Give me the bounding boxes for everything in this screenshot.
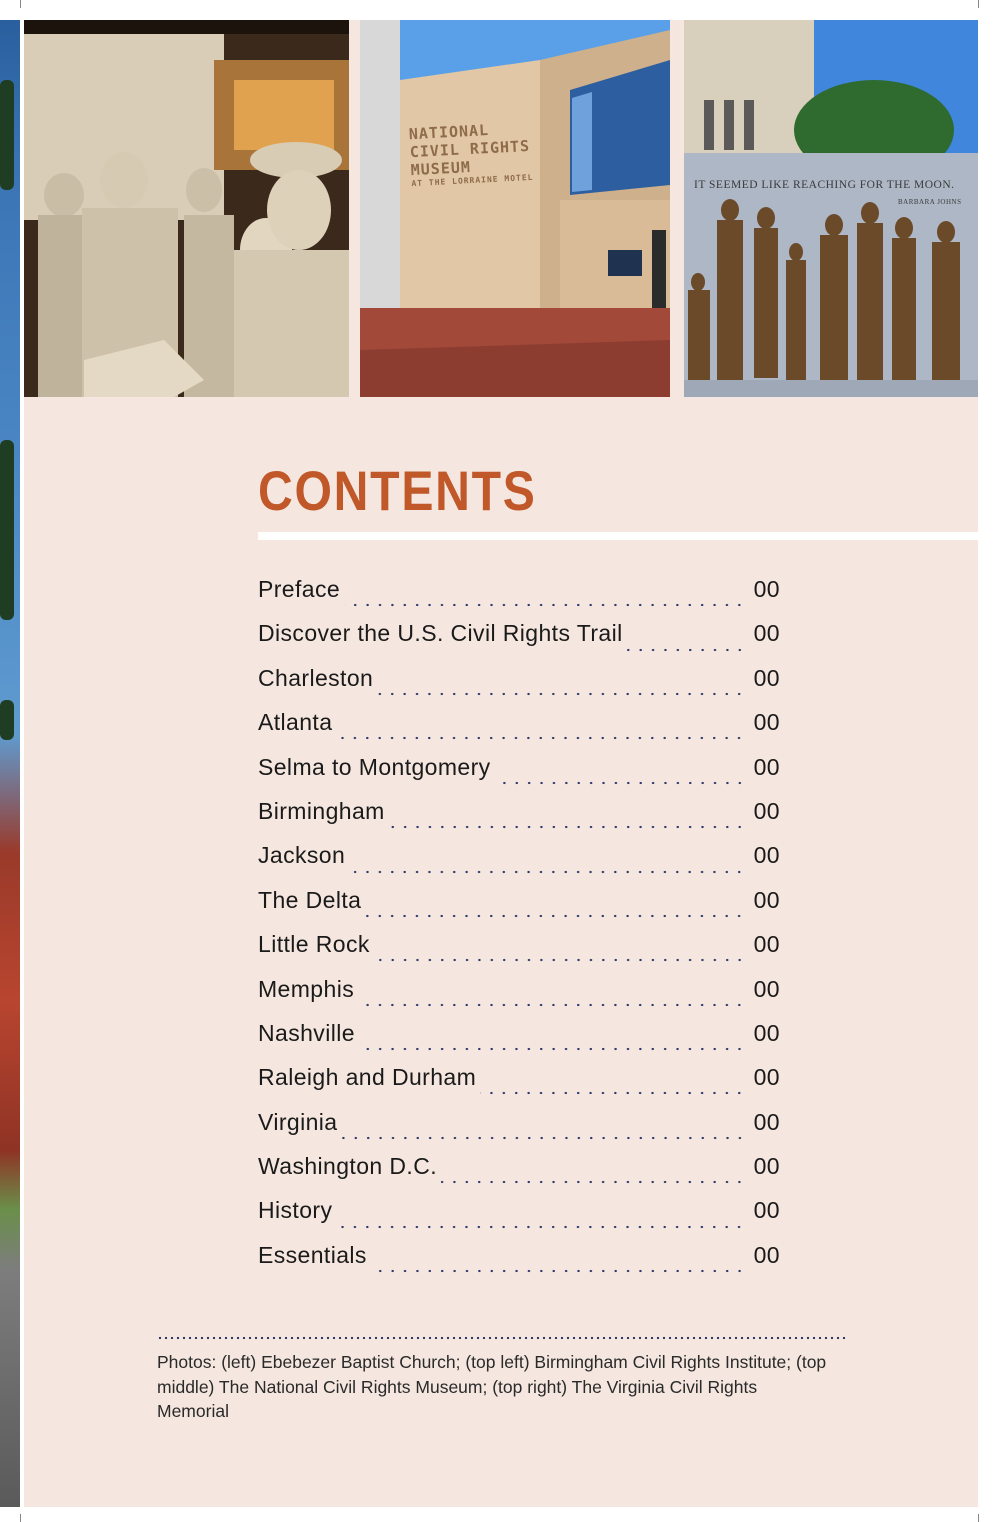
toc-entry-label: Raleigh and Durham (258, 1064, 477, 1091)
toc-entry-label: Discover the U.S. Civil Rights Trail (258, 620, 623, 647)
toc-entry-page-number: 00 (753, 1108, 780, 1135)
table-of-contents (258, 576, 780, 1286)
toc-dot-leader (389, 825, 746, 829)
museum-sign-line-1: NATIONAL (408, 121, 490, 144)
toc-dot-leader (495, 781, 746, 785)
photo-birmingham-institute (24, 20, 349, 397)
toc-entry-label: Atlanta (258, 709, 333, 736)
toc-entry[interactable] (258, 798, 780, 842)
toc-dot-leader (349, 870, 745, 874)
toc-entry-label: Birmingham (258, 797, 385, 824)
crop-mark-top-right (978, 0, 979, 8)
toc-entry-page-number: 00 (753, 664, 780, 691)
museum-sign (408, 119, 533, 189)
toc-dot-leader (627, 648, 746, 652)
toc-entry-page-number: 00 (753, 620, 780, 647)
toc-entry-label: The Delta (258, 886, 362, 913)
toc-entry[interactable] (258, 576, 780, 620)
dotted-divider (157, 1336, 847, 1340)
toc-entry-label: Selma to Montgomery (258, 753, 491, 780)
toc-entry[interactable] (258, 1242, 780, 1286)
toc-entry-label: History (258, 1197, 333, 1224)
toc-dot-leader (342, 1136, 746, 1140)
toc-dot-leader (359, 1047, 746, 1051)
toc-entry-label: Nashville (258, 1019, 355, 1046)
toc-entry-page-number: 00 (753, 842, 780, 869)
toc-dot-leader (377, 692, 745, 696)
toc-entry-page-number: 00 (753, 753, 780, 780)
toc-entry-label: Virginia (258, 1108, 338, 1135)
toc-entry[interactable] (258, 754, 780, 798)
contents-page (24, 20, 978, 1507)
toc-dot-leader (336, 1225, 745, 1229)
toc-entry[interactable] (258, 1064, 780, 1108)
toc-entry-label: Washington D.C. (258, 1153, 437, 1180)
crop-mark-bottom-left (20, 1514, 21, 1522)
toc-entry[interactable] (258, 1153, 780, 1197)
toc-dot-leader (371, 1269, 746, 1273)
toc-dot-leader (358, 1003, 746, 1007)
museum-sign-line-4: AT THE LORRAINE MOTEL (411, 172, 534, 189)
toc-entry-page-number: 00 (753, 576, 780, 602)
memorial-inscription: IT SEEMED LIKE REACHING FOR THE MOON. (694, 179, 955, 191)
museum-sign-line-3: MUSEUM (410, 158, 472, 180)
photo-credit: Photos: (left) Ebebezer Baptist Church; (top left) Birmingham Civil Rights Institute; (top middle) The National Civil Rights Museum; (top right) The Virginia Civil Rights Memorial (157, 1352, 827, 1421)
toc-entry[interactable] (258, 1197, 780, 1241)
photo-virginia-civil-rights-memorial (684, 20, 978, 397)
toc-entry[interactable] (258, 1020, 780, 1064)
toc-entry-page-number: 00 (753, 797, 780, 824)
toc-entry[interactable] (258, 976, 780, 1020)
toc-entry-page-number: 00 (753, 709, 780, 736)
left-photo-strip (0, 20, 20, 1507)
toc-entry-page-number: 00 (753, 931, 780, 958)
toc-dot-leader (441, 1180, 746, 1184)
page-title: CONTENTS (258, 459, 537, 522)
museum-sign-line-2: CIVIL RIGHTS (409, 136, 531, 162)
toc-dot-leader (374, 958, 746, 962)
toc-entry-label: Little Rock (258, 931, 370, 958)
crop-mark-bottom-right (978, 1514, 979, 1522)
toc-entry-label: Jackson (258, 842, 346, 869)
toc-entry[interactable] (258, 709, 780, 753)
toc-entry-page-number: 00 (753, 1019, 780, 1046)
toc-entry-page-number: 00 (753, 1197, 780, 1224)
photo-national-civil-rights-museum (360, 20, 670, 397)
toc-entry-label: Essentials (258, 1241, 367, 1268)
toc-entry-label: Charleston (258, 664, 374, 691)
toc-entry-page-number: 00 (753, 975, 780, 1002)
toc-entry[interactable] (258, 665, 780, 709)
toc-entry-page-number: 00 (753, 1153, 780, 1180)
toc-entry-page-number: 00 (753, 1241, 780, 1268)
toc-dot-leader (336, 736, 745, 740)
toc-entry-page-number: 00 (753, 1064, 780, 1091)
toc-entry[interactable] (258, 1109, 780, 1153)
crop-mark-top-left (20, 0, 21, 8)
toc-entry-label: Memphis (258, 975, 355, 1002)
title-rule (258, 532, 978, 540)
toc-entry[interactable] (258, 620, 780, 664)
toc-entry[interactable] (258, 842, 780, 886)
toc-entry[interactable] (258, 887, 780, 931)
toc-entry-label: Preface (258, 576, 341, 602)
toc-entry-page-number: 00 (753, 886, 780, 913)
toc-entry[interactable] (258, 931, 780, 975)
memorial-attribution: BARBARA JOHNS (898, 198, 962, 206)
toc-dot-leader (344, 603, 746, 607)
toc-dot-leader (480, 1091, 745, 1095)
toc-dot-leader (365, 914, 745, 918)
